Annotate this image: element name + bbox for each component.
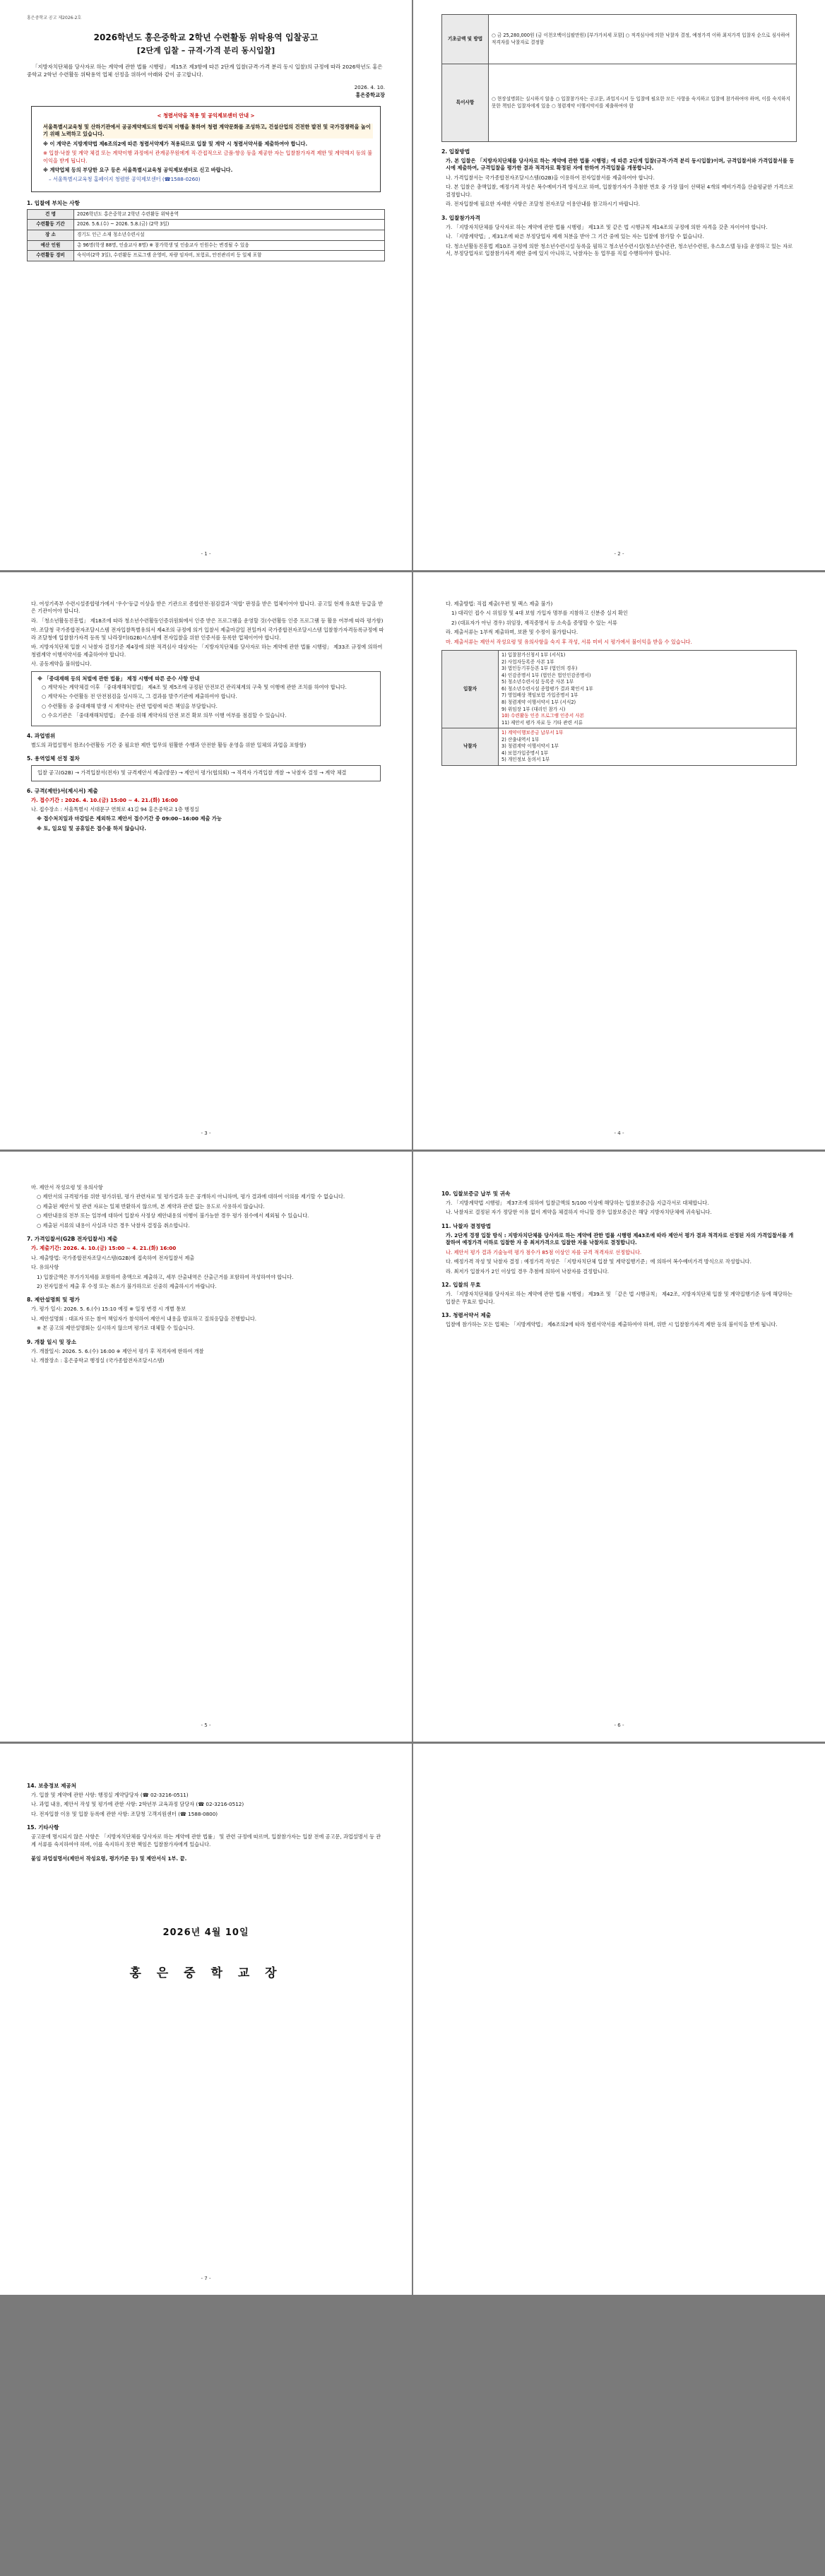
bid-details-table — [441, 14, 797, 142]
selection-procedure-box: 입찰 공고(G2B) → 가격입찰서(전자) 및 규격제안서 제출(방문) → 제안서 평가(협의회) → 적격자 가격입찰 개찰 → 낙찰자 결정 → 계약 체결 — [31, 765, 381, 781]
section-paragraph: 가. 본 입찰은 「지방자치단체를 당사자로 하는 계약에 관한 법률 시행령」에 따른 2단계 입찰(규격·가격 분리 동시입찰)이며, 규격입찰서와 가격입찰서를 동시에 제출하여, 규격입찰을 평가한 결과 적격자로 확정된 자에 한하여 가격입찰을 개봉합니다. — [446, 158, 795, 172]
section-paragraph: 다. 예정가격 작성 및 낙찰자 결정 : 예정가격 작성은 「지방자치단체 입찰 및 계약집행기준」에 의하여 복수예비가격 방식으로 작성합니다. — [446, 1258, 752, 1265]
section-paragraph: 가. 제출기간: 2026. 4. 10.(금) 15:00 ~ 4. 21.(화) 16:00 — [31, 1245, 177, 1252]
section-paragraph: 라. 「청소년활동진흥법」 제18조에 따라 청소년수련활동인증위원회에서 인증 받은 프로그램을 운영할 것(수련활동 인증 프로그램 등 활용 여부에 따라 평가함) — [31, 617, 384, 624]
page-number: - 6 - — [614, 1722, 624, 1728]
section-paragraph: 가. 개찰일시: 2026. 5. 6.(수) 16:00 ※ 제안서 평가 후 적격자에 한하여 개찰 — [31, 1347, 204, 1354]
section-paragraph: ○ 제안서의 규격평가를 위한 평가위원, 평가 관련자료 및 평가결과 등은 공개하지 아니하며, 평가 결과에 대하여 이의를 제기할 수 없습니다. — [37, 1193, 345, 1200]
section-paragraph: 나. 낙찰자로 결정된 자가 정당한 이유 없이 계약을 체결하지 아니할 경우 입찰보증금은 해당 지방자치단체에 귀속됩니다. — [446, 1209, 712, 1216]
section-8-title: 8. 제안설명회 및 평가 — [27, 1296, 80, 1304]
section-paragraph: 가. 「지방자치단체를 당사자로 하는 계약에 관한 법률 시행령」 제39조 및 「같은 법 시행규칙」 제42조, 지방자치단체 입찰 및 계약집행기준 등에 해당하는 입찰은 무효로 합니다. — [446, 1291, 793, 1305]
document-item: 1) 입찰참가신청서 1부 (서식1) — [501, 652, 566, 658]
section-paragraph: 나. 과업 내용, 제안서 작성 및 평가에 관한 사항: 2학년부 교육과정 담당자 (☎ 02-3216-0512) — [31, 1801, 244, 1808]
document-item: 9) 위임장 1부 (대리인 참가 시) — [501, 706, 566, 712]
section-paragraph: 다. 전자입찰 이용 및 입찰 등록에 관한 사항: 조달청 고객지원센터 (☎ 1588-0800) — [31, 1810, 218, 1817]
page-number: - 1 - — [201, 550, 211, 557]
section-4-title: 4. 과업범위 — [27, 732, 56, 739]
integrity-guide-line: 서울특별시교육청 및 산하기관에서 공공계약제도의 합리적 이행을 통하여 청렴 계약문화를 조성하고, 건설산업의 건전한 발전 및 국가경쟁력을 높이기 위해 노력하고 있습니다. — [43, 124, 373, 138]
table-row: 낙찰자 1) 계약이행보증금 납부서 1부 2) 산출내역서 1부 3) 청렴계약 이행서약서 1부 4) 보험가입증명서 1부 5) 개인정보 동의서 1부 — [442, 728, 797, 766]
table-row: 장 소 경기도 인근 소재 청소년수련시설 — [28, 230, 385, 240]
section-paragraph: ○ 제안내용의 전부 또는 일부에 대하여 입찰자 사정상 제안내용의 이행이 불가능한 경우 평가 점수에서 제외될 수 있습니다. — [37, 1212, 309, 1219]
document-item: 6) 청소년수련시설 종합평가 결과 확인서 1부 — [501, 685, 593, 692]
page-6 — [413, 1152, 825, 1742]
document-subtitle: [2단계 입찰 – 규격·가격 분리 동시입찰] — [136, 46, 275, 56]
section-paragraph: 공고문에 명시되지 않은 사항은 「지방자치단체를 당사자로 하는 계약에 관한 법률」 및 관련 규정에 따르며, 입찰참가자는 입찰 전에 공고문, 과업설명서 등 관계 서류를 숙지하여야 하며, 이를 숙지하지 못한 책임은 입찰참가자에게 있습니다. — [31, 1833, 381, 1848]
notice-number: 홍은중학교 공고 제2026-2호 — [27, 16, 82, 20]
document-item: 1) 계약이행보증금 납부서 1부 — [501, 730, 564, 736]
compliance-item: ○ 수요기관은 「중대재해처벌법」 준수를 위해 계약자의 안전 보건 확보 의무 이행 여부를 점검할 수 있습니다. — [42, 712, 287, 719]
document-item: 5) 청소년수련시설 등록증 사본 1부 — [501, 679, 574, 685]
page-number: - 2 - — [614, 550, 624, 557]
section-paragraph: 다. 유의사항 — [31, 1264, 59, 1271]
section-paragraph: ※ 본 공고의 제안설명회는 실시하지 않으며 평가로 대체할 수 있습니다. — [37, 1325, 195, 1332]
table-row: 수련활동 경비 숙식비(2박 3일), 수련활동 프로그램 운영비, 차량 임차비, 보험료, 안전관리비 등 일체 포함 — [28, 251, 385, 261]
page-2 — [413, 0, 825, 570]
section-paragraph: 나. 「지방계약법」, 제31조에 따른 부정당업자 제재 처분을 받아 그 기간 중에 있는 자는 입찰에 참가할 수 없습니다. — [446, 233, 704, 240]
section-paragraph: 2) 전자입찰서 제출 후 수정 또는 취소가 불가하므로 신중히 제출하시기 바랍니다. — [37, 1282, 217, 1289]
closing-issuer: 홍 은 중 학 교 장 — [129, 1966, 283, 1981]
section-paragraph: 1) 대리인 접수 시 위임장 및 4대 보험 가입자 명부를 지참하고 신분증 실지 확인 — [451, 610, 628, 617]
document-item: 3) 법인등기부등본 1부 (법인의 경우) — [501, 666, 578, 672]
document-item: 4) 인감증명서 1부 (법인은 법인인감증명서) — [501, 672, 591, 678]
page-5 — [0, 1152, 412, 1742]
section-paragraph: 나. 제안설명회 : 대표자 또는 참여 책임자가 참석하여 제안서 내용을 발표하고 질의응답을 진행합니다. — [31, 1315, 257, 1322]
page-number: - 5 - — [201, 1722, 211, 1728]
section-paragraph: 나. 제출방법: 국가종합전자조달시스템(G2B)에 접속하여 전자입찰서 제출 — [31, 1254, 195, 1261]
section-1-title: 1. 입찰에 부치는 사항 — [27, 199, 80, 206]
document-item: 4) 보험가입증명서 1부 — [501, 750, 549, 756]
document-item: 7) 영업배상 책임보험 가입증명서 1부 — [501, 692, 578, 699]
section-paragraph: 가. 평가 일시: 2026. 5. 6.(수) 15:10 예정 ※ 일정 변경 시 개별 통보 — [31, 1306, 186, 1313]
page-3 — [0, 572, 412, 1150]
integrity-guide-line: ※ 입찰·낙찰 및 계약 체결 또는 계약이행 과정에서 관계공무원에게 직·간접적으로 금품·향응 등을 제공한 자는 입찰참가자격 제한 및 계약해지 등의 불이익을 받게 됩니다. — [43, 150, 372, 164]
page-7 — [0, 1744, 412, 2295]
section-paragraph: 가. 접수기간 : 2026. 4. 10.(금) 15:00 ~ 4. 21.(화) 16:00 — [31, 796, 178, 803]
notice-issuer: 홍은중학교장 — [355, 91, 385, 98]
notice-date: 2026. 4. 10. — [354, 84, 385, 91]
section-paragraph: 나. 접수장소 : 서울특별시 서대문구 연희로 41길 94 홍은중학교 1층 행정실 — [31, 806, 199, 813]
section-paragraph: 다. 청소년활동진흥법 제10조 규정에 의한 청소년수련시설 등록을 필하고 청소년수련시설(청소년수련관, 청소년수련원, 유스호스텔 등)을 운영하고 있는 자로서, 부정당업자로 입찰참가자격 제한 중에 있지 아니하고, 낙찰자는 동 업무를 직접 수행하여야 합니다. — [446, 242, 793, 256]
section-paragraph: ○ 제출된 제안서 및 관련 자료는 일체 반환하지 않으며, 본 계약과 관련 없는 용도로 사용하지 않습니다. — [37, 1203, 265, 1210]
section-9-title: 9. 개찰 일시 및 장소 — [27, 1338, 77, 1345]
section-paragraph: 다. 제출방법: 직접 제출(우편 및 팩스 제출 불가) — [446, 601, 553, 607]
document-item: 3) 청렴계약 이행서약서 1부 — [501, 743, 559, 750]
section-paragraph: 다. 본 입찰은 총액입찰, 예정가격 작성은 복수예비가격 방식으로 하며, 입찰참가자가 추첨한 번호 중 가장 많이 선택된 4개의 예비가격을 산술평균한 가격으로 결정합니다. — [446, 184, 794, 198]
section-7-title: 7. 가격입찰서(G2B 전자입찰서) 제출 — [27, 1236, 118, 1243]
section-14-title: 14. 보충정보 제공처 — [27, 1783, 77, 1789]
attachment-note: 붙임 과업설명서(제안서 작성요령, 평가기준 등) 및 제안서식 1부. 끝. — [31, 1855, 187, 1862]
integrity-guide-line: ※ 이 계약은 지방계약법 제6조의2에 따른 청렴서약제가 적용되므로 입찰 및 계약 시 청렴서약서를 제출하여야 합니다. — [43, 140, 308, 147]
safety-compliance-title: ※ 「중대재해 등의 처벌에 관한 법률」 제정 시행에 따른 준수 사항 안내 — [37, 675, 200, 682]
integrity-guide-line: ※ 계약업체 등의 부당한 요구 등은 서울특별시교육청 공익제보센터로 신고 바랍니다. — [43, 166, 233, 173]
page-number: - 7 - — [201, 2275, 211, 2281]
document-item: 8) 청렴계약 이행서약서 1부 (서식2) — [501, 699, 576, 706]
section-paragraph: ○ 제출된 서류의 내용이 사실과 다른 경우 낙찰자 결정을 취소합니다. — [37, 1222, 190, 1229]
section-paragraph: ※ 접수처치일과 마감일은 제외하고 제안서 접수기간 중 09:00~16:00 제출 가능 — [37, 815, 222, 822]
section-paragraph: 마. 조달청 국가종합전자조달시스템 전자입찰특별유의서 제4조의 규정에 의거 입찰서 제출마감일 전일까지 국가종합전자조달시스템 입찰참가자격등록규정에 따라 조달청에 입찰참가자격 등록 및 나라장터(G2B)시스템에 전자입찰을 위한 인증서를 등록한 업체이어야 합니다. — [31, 627, 384, 641]
section-6-title: 6. 규격(제안)서(제시서) 제출 — [27, 787, 98, 794]
section-13-title: 13. 청렴서약서 제출 — [441, 1311, 492, 1318]
section-paragraph: 가. 입찰 및 계약에 관한 사항: 행정실 계약담당자 (☎ 02-3216-0511) — [31, 1792, 189, 1798]
section-5-title: 5. 용역업체 선정 절차 — [27, 755, 80, 762]
blank-page-area — [413, 1744, 825, 2295]
page-1 — [0, 0, 412, 570]
document-item: 11) 제안서 평가 자료 등 기타 관련 서류 — [501, 719, 583, 726]
compliance-item: ○ 계약자는 계약체결 이후 「중대재해처벌법」 제4조 및 제5조에 규정된 안전보건 관리체계의 구축 및 이행에 관한 조치를 하여야 합니다. — [42, 683, 347, 690]
closing-date: 2026년 4월 10일 — [162, 1927, 249, 1938]
section-paragraph: 별도의 과업설명서 참조(수련활동 기간 중 필요한 제반 업무의 원활한 수행과 안전한 활동 운영을 위한 일체의 과업을 포함함) — [31, 741, 307, 748]
integrity-guide-box — [31, 106, 381, 192]
section-3-title: 3. 입찰참가자격 — [441, 214, 480, 221]
section-paragraph: 나. 가격입찰서는 국가종합전자조달시스템(G2B)을 이용하여 전자입찰서를 제출하여야 합니다. — [446, 174, 655, 181]
table-row: 예산 인원 총 96명(학생 88명, 인솔교사 8명) ※ 참가학생 및 인솔교사 인원수는 변경될 수 있음 — [28, 240, 385, 251]
table-row: 수련활동 기간 2026. 5.6.(수) ~ 2026. 5.8.(금) (2박 3일) — [28, 220, 385, 230]
table-row: 기초금액 및 방법 ○ 금 25,280,000원 (금 이천오백이십팔만원) [부가가치세 포함] ○ 적격심사에 의한 낙찰자 결정, 예정가격 이하 최저가격 입찰자 순으로 심사하여 적격자를 낙찰자로 결정함 — [442, 15, 797, 64]
section-10-title: 10. 입찰보증금 납부 및 귀속 — [441, 1190, 511, 1197]
document-item: 2) 사업자등록증 사본 1부 — [501, 658, 554, 665]
section-paragraph: 가. 2단계 경쟁 입찰 방식 : 지방자치단체를 당사자로 하는 계약에 관한 법률 시행령 제43조에 따라 제안서 평가 결과 적격자로 선정된 자의 가격입찰서를 개찰하여 예정가격 이하로 입찰한 자 중 최저가격으로 입찰한 자를 낙찰자로 결정합니다. — [446, 1231, 794, 1246]
section-12-title: 12. 입찰의 무효 — [441, 1282, 481, 1289]
section-paragraph: 가. 「지방계약법 시행령」 제37조에 의하여 입찰금액의 5/100 이상에 해당하는 입찰보증금을 지급각서로 대체합니다. — [446, 1200, 709, 1206]
table-row: 입찰자 1) 입찰참가신청서 1부 (서식1) 2) 사업자등록증 사본 1부 3) 법인등기부등본 1부 (법인의 경우) 4) 인감증명서 1부 (법인은 법인인감증명서) 5) 청소년수련시설 등록증 사본 1부 6) 청소년수련시설 종합평가 결과 확인서 1부 7) 영업배상 책임보험 가입증명서 1부 8) 청렴계약 이행서약서 1부 (서식2) 9) 위임장 1부 (대리인 참가 시) 10) 수련활동 인증 프로그램 인증서 사본 11) 제안서 평가 자료 등 기타 관련 서류 — [442, 651, 797, 728]
page-number: - 3 - — [201, 1130, 211, 1136]
section-paragraph: 마. 제안서 작성요령 및 유의사항 — [31, 1184, 103, 1190]
section-11-title: 11. 낙찰자 결정방법 — [441, 1222, 492, 1229]
document-item: 5) 개인정보 동의서 1부 — [501, 757, 550, 763]
section-15-title: 15. 기타사항 — [27, 1824, 59, 1831]
compliance-item: ○ 수련활동 중 중대재해 발생 시 계약자는 관련 법령에 따른 책임을 부담합니다. — [42, 702, 218, 709]
section-paragraph: 마. 제출서류는 제안서 작성요령 및 유의사항을 숙지 후 작성, 서류 미비 시 평가에서 불이익을 받을 수 있습니다. — [446, 638, 692, 645]
section-paragraph: 라. 전자입찰에 필요한 자세한 사항은 조달청 전자조달 이용안내를 참고하시기 바랍니다. — [446, 201, 641, 208]
section-paragraph: 나. 개찰장소 : 홍은중학교 행정실 (국가종합전자조달시스템) — [31, 1357, 165, 1364]
table-row: 건 명 2026학년도 홍은중학교 2학년 수련활동 위탁용역 — [28, 209, 385, 220]
section-paragraph: 라. 제출서류는 1부씩 제출하며, 보완 및 수정이 불가합니다. — [446, 629, 578, 636]
section-paragraph: 나. 제안서 평가 결과 기술능력 평가 점수가 85점 이상인 자를 규격 적격자로 선정합니다. — [446, 1248, 642, 1255]
table-row: 특이사항 ○ 현장설명회는 실시하지 않음 ○ 입찰참가자는 공고문, 과업지시서 등 입찰에 필요한 모든 사항을 숙지하고 입찰에 참가하여야 하며, 이를 숙지하지 못한 책임은 입찰자에게 있음 ○ 청렴계약 이행서약서를 제출하여야 함 — [442, 64, 797, 142]
section-paragraph: 가. 「지방자치단체를 당사자로 하는 계약에 관한 법률 시행령」 제13조 및 같은 법 시행규칙 제14조의 규정에 의한 자격을 갖춘 자이어야 합니다. — [446, 223, 768, 230]
section-paragraph: ※ 토, 일요일 및 공휴일은 접수를 하지 않습니다. — [37, 825, 146, 832]
intro-paragraph: 「지방자치단체를 당사자로 하는 계약에 관한 법률 시행령」 제15조 제3항에 따른 2단계 입찰(규격·가격 분리 동시 입찰)의 규정에 따라 2026학년도 홍은중학교 2학년 수련활동 위탁용역 업체 선정을 위하여 아래와 같이 공고합니다. — [27, 64, 383, 78]
page-number: - 4 - — [614, 1130, 624, 1136]
section-paragraph: 라. 최저가 입찰자가 2인 이상일 경우 추첨에 의하여 낙찰자를 결정합니다. — [446, 1268, 610, 1275]
document-item: 10) 수련활동 인증 프로그램 인증서 사본 — [501, 713, 584, 719]
document-item: 2) 산출내역서 1부 — [501, 736, 540, 743]
safety-compliance-box — [31, 671, 381, 726]
bid-summary-table — [27, 209, 385, 261]
compliance-item: ○ 계약자는 수련활동 전 안전점검을 실시하고, 그 결과를 발주기관에 제출하여야 합니다. — [42, 693, 237, 700]
section-paragraph: 다. 여성기족부 수련시설종합평가에서 '우수'등급 이상을 받은 기관으로 종합안전·점검결과 '적합' 판정을 받은 업체이어야 합니다. 공고일 현재 유효한 등급을 받은 기관이어야 합니다. — [31, 601, 383, 615]
integrity-guide-line: – 서울특별시교육청 홈페이지 청렴한 공익제보센터 (☎1588-0260) — [49, 176, 201, 183]
section-2-title: 2. 입찰방법 — [441, 148, 470, 155]
page-4 — [413, 572, 825, 1150]
section-paragraph: 1) 입찰금액은 부가가치세를 포함하여 총액으로 제출하고, 세부 산출내역은 산출근거를 포함하여 작성하여야 합니다. — [37, 1273, 294, 1280]
section-paragraph: 입찰에 참가하는 모든 업체는 「지방계약법」 제6조의2에 따라 청렴서약서를 제출하여야 하며, 위반 시 입찰참가자격 제한 등의 불이익을 받게 됩니다. — [446, 1321, 778, 1328]
submission-documents-table — [441, 650, 797, 766]
section-paragraph: 사. 공동계약을 불허합니다. — [31, 661, 92, 668]
section-paragraph: 2) (대표자가 아닌 경우) 위임장, 재직증명서 등 소속을 증명할 수 있는 서류 — [451, 619, 617, 626]
section-paragraph: 바. 지방자치단체 입찰 시 낙찰자 결정기준 제4장에 의한 적격심사 대상자는 「지방자치단체를 당사자로 하는 계약에 관한 법률 시행령」 제33조 규정에 의하여 청렴계약 이행서약서를 제출하여야 합니다. — [31, 644, 383, 658]
document-title: 2026학년도 홍은중학교 2학년 수련활동 위탁용역 입찰공고 — [93, 32, 319, 42]
integrity-guide-title: < 청렴서약을 적용 및 공익제보센터 안내 > — [157, 112, 255, 119]
